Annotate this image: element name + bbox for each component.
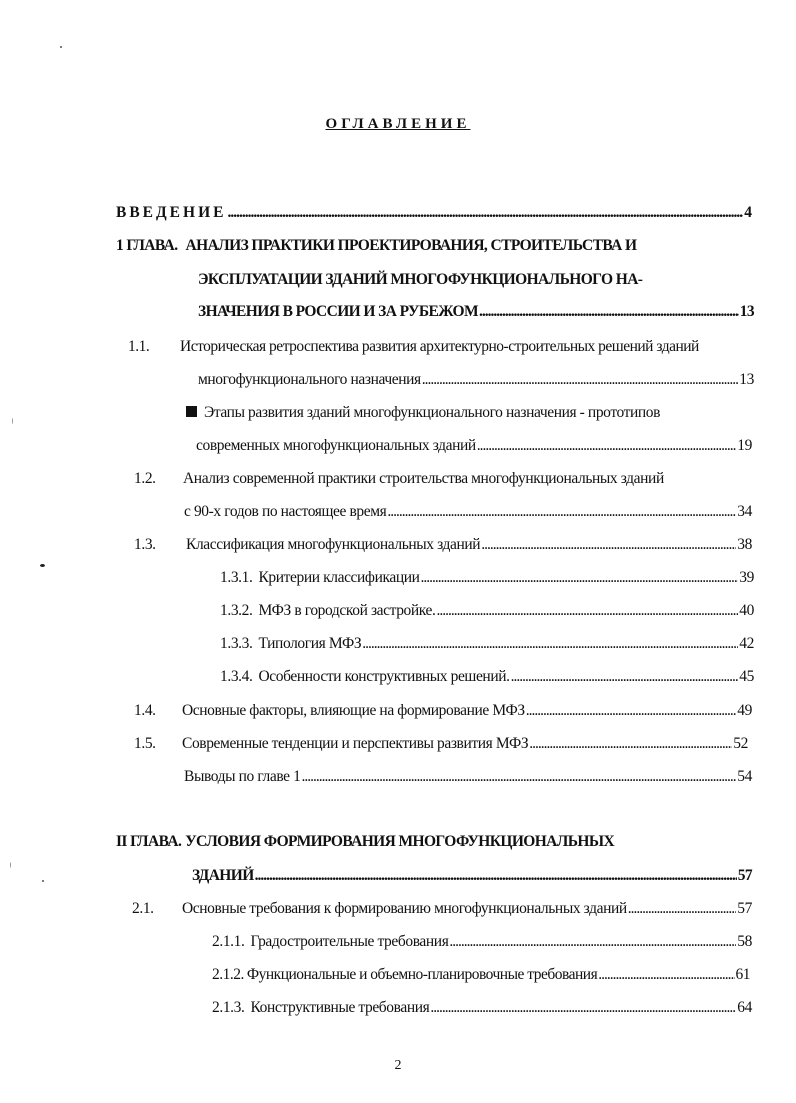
toc-entry-number: 1.5. bbox=[134, 735, 156, 752]
toc-chapter-2-heading-end bbox=[192, 866, 752, 886]
toc-chapter-2-heading bbox=[116, 832, 756, 852]
toc-entry-text: ЗДАНИЙ bbox=[192, 867, 254, 884]
toc-entry-text: Основные факторы, влияющие на формирование МФЗ bbox=[182, 702, 525, 719]
toc-entry-1-3-1 bbox=[220, 568, 754, 588]
toc-leader bbox=[255, 866, 737, 886]
toc-entry-2-1-1 bbox=[212, 932, 752, 952]
toc-leader bbox=[421, 568, 739, 588]
toc-entry-1-5 bbox=[134, 734, 748, 754]
toc-entry-number: 1.3.2. bbox=[220, 602, 253, 619]
toc-entry-1-3-2 bbox=[220, 601, 754, 621]
toc-entry-1-1-cont bbox=[198, 370, 754, 390]
toc-entry-text: Особенности конструктивных решений. bbox=[258, 668, 510, 685]
toc-entry-text: Этапы развития зданий многофункционального назначения - прототипов bbox=[204, 404, 661, 421]
toc-page-number: 34 bbox=[737, 503, 752, 520]
toc-leader bbox=[387, 502, 736, 522]
scan-speck bbox=[10, 862, 11, 868]
scan-speck bbox=[40, 564, 45, 567]
toc-chapter-1-heading bbox=[116, 236, 756, 256]
toc-entry-text: АНАЛИЗ ПРАКТИКИ ПРОЕКТИРОВАНИЯ, СТРОИТЕЛЬСТВА И bbox=[185, 237, 637, 254]
toc-page-number: 49 bbox=[737, 702, 752, 719]
toc-entry-text: Градостроительные требования bbox=[250, 933, 449, 950]
toc-entry-number: 1.3.4. bbox=[220, 668, 253, 685]
toc-leader bbox=[479, 302, 739, 322]
toc-entry-1-4 bbox=[134, 701, 752, 721]
toc-leader bbox=[628, 899, 737, 919]
toc-leader bbox=[526, 701, 737, 721]
toc-leader bbox=[430, 998, 736, 1018]
square-bullet-icon bbox=[186, 406, 197, 417]
toc-entry-1-3 bbox=[134, 535, 752, 555]
toc-page-number: 64 bbox=[737, 999, 752, 1016]
toc-entry-text: многофункционального назначения bbox=[198, 371, 421, 388]
toc-entry-number: 1 ГЛАВА. bbox=[116, 237, 178, 254]
toc-entry-text: Основные требования к формированию многофункциональных зданий bbox=[182, 900, 627, 917]
toc-entry-number: 1.1. bbox=[128, 338, 150, 355]
toc-page-number: 45 bbox=[739, 668, 754, 685]
toc-entry-number: 2.1.2. bbox=[212, 966, 244, 983]
toc-entry-text: Типология МФЗ bbox=[258, 635, 362, 652]
toc-leader bbox=[422, 370, 739, 390]
toc-entry-text: ЗНАЧЕНИЯ В РОССИИ И ЗА РУБЕЖОМ bbox=[198, 303, 479, 320]
toc-entry-conclusions-1 bbox=[184, 767, 752, 787]
toc-entry-text: Историческая ретроспектива развития архитектурно-строительных решений зданий bbox=[180, 338, 699, 355]
toc-page-number: 13 bbox=[739, 303, 754, 320]
toc-entry-text: Функциональные и объемно-планировочные требования bbox=[246, 966, 598, 983]
toc-leader bbox=[529, 734, 732, 754]
toc-entry-bullet-cont bbox=[196, 436, 752, 456]
toc-entry-text: Выводы по главе 1 bbox=[184, 768, 301, 785]
toc-page-number: 19 bbox=[737, 437, 752, 454]
toc-entry-text: с 90-х годов по настоящее время bbox=[184, 503, 387, 520]
toc-leader bbox=[362, 634, 738, 654]
toc-entry-number: 1.2. bbox=[134, 470, 156, 487]
toc-entry-text: ЭКСПЛУАТАЦИИ ЗДАНИЙ МНОГОФУНКЦИОНАЛЬНОГО НА- bbox=[198, 271, 643, 288]
toc-page-number: 61 bbox=[735, 966, 750, 983]
toc-title: ОГЛАВЛЕНИЕ bbox=[325, 116, 471, 132]
toc-entry-2-1-2 bbox=[212, 965, 750, 985]
toc-entry-number: II ГЛАВА. bbox=[116, 833, 182, 850]
toc-entry-number: 2.1.3. bbox=[212, 999, 245, 1016]
toc-entry-introduction bbox=[116, 203, 752, 223]
toc-entry-1-2 bbox=[134, 469, 734, 489]
toc-entry-1-3-3 bbox=[220, 634, 754, 654]
scan-speck bbox=[12, 418, 13, 424]
toc-entry-number: 2.1.1. bbox=[212, 933, 245, 950]
toc-entry-number: 1.3.3. bbox=[220, 635, 253, 652]
toc-leader bbox=[449, 932, 736, 952]
scan-speck bbox=[60, 46, 62, 48]
toc-page-number: 57 bbox=[737, 867, 752, 884]
toc-leader bbox=[227, 203, 743, 223]
toc-page-number: 40 bbox=[739, 602, 754, 619]
toc-page-number: 38 bbox=[737, 536, 752, 553]
toc-page-number: 52 bbox=[733, 735, 748, 752]
toc-entry-text: УСЛОВИЯ ФОРМИРОВАНИЯ МНОГОФУНКЦИОНАЛЬНЫХ bbox=[185, 833, 615, 850]
toc-entry-text: МФЗ в городской застройке. bbox=[258, 602, 436, 619]
toc-leader bbox=[437, 601, 739, 621]
toc-entry-text: Классификация многофункциональных зданий bbox=[186, 536, 481, 553]
toc-entry-number: 1.3. bbox=[134, 536, 156, 553]
toc-entry-text: Анализ современной практики строительства многофункциональных зданий bbox=[183, 470, 664, 487]
scan-speck bbox=[42, 880, 44, 882]
toc-entry-1-1 bbox=[128, 337, 756, 357]
toc-entry-number: 1.4. bbox=[134, 702, 156, 719]
toc-entry-text: современных многофункциональных зданий bbox=[196, 437, 476, 454]
page-number: 2 bbox=[394, 1058, 402, 1073]
toc-page-number: 4 bbox=[744, 204, 752, 221]
toc-entry-number: 1.3.1. bbox=[220, 569, 253, 586]
toc-leader bbox=[511, 667, 739, 687]
toc-leader bbox=[301, 767, 736, 787]
toc-entry-1-2-cont bbox=[184, 502, 752, 522]
toc-entry-number: 2.1. bbox=[132, 900, 154, 917]
toc-entry-2-1 bbox=[132, 899, 752, 919]
toc-page-number: 54 bbox=[737, 768, 752, 785]
toc-leader bbox=[477, 436, 737, 456]
toc-page-number: 57 bbox=[737, 900, 752, 917]
toc-page-number: 39 bbox=[739, 569, 754, 586]
toc-page-number: 42 bbox=[739, 635, 754, 652]
toc-entry-text: Критерии классификации bbox=[258, 569, 420, 586]
toc-chapter-1-heading-end bbox=[198, 302, 754, 322]
toc-entry-text: ВВЕДЕНИЕ bbox=[116, 204, 227, 221]
toc-entry-2-1-3 bbox=[212, 998, 752, 1018]
toc-entry-text: Конструктивные требования bbox=[250, 999, 430, 1016]
toc-page-number: 58 bbox=[737, 933, 752, 950]
toc-entry-text: Современные тенденции и перспективы развития МФЗ bbox=[182, 735, 529, 752]
toc-leader bbox=[481, 535, 736, 555]
toc-page-number: 13 bbox=[739, 371, 754, 388]
toc-entry-bullet bbox=[186, 403, 746, 423]
toc-chapter-1-heading-cont bbox=[198, 270, 758, 290]
toc-entry-1-3-4 bbox=[220, 667, 754, 687]
toc-leader bbox=[598, 965, 734, 985]
